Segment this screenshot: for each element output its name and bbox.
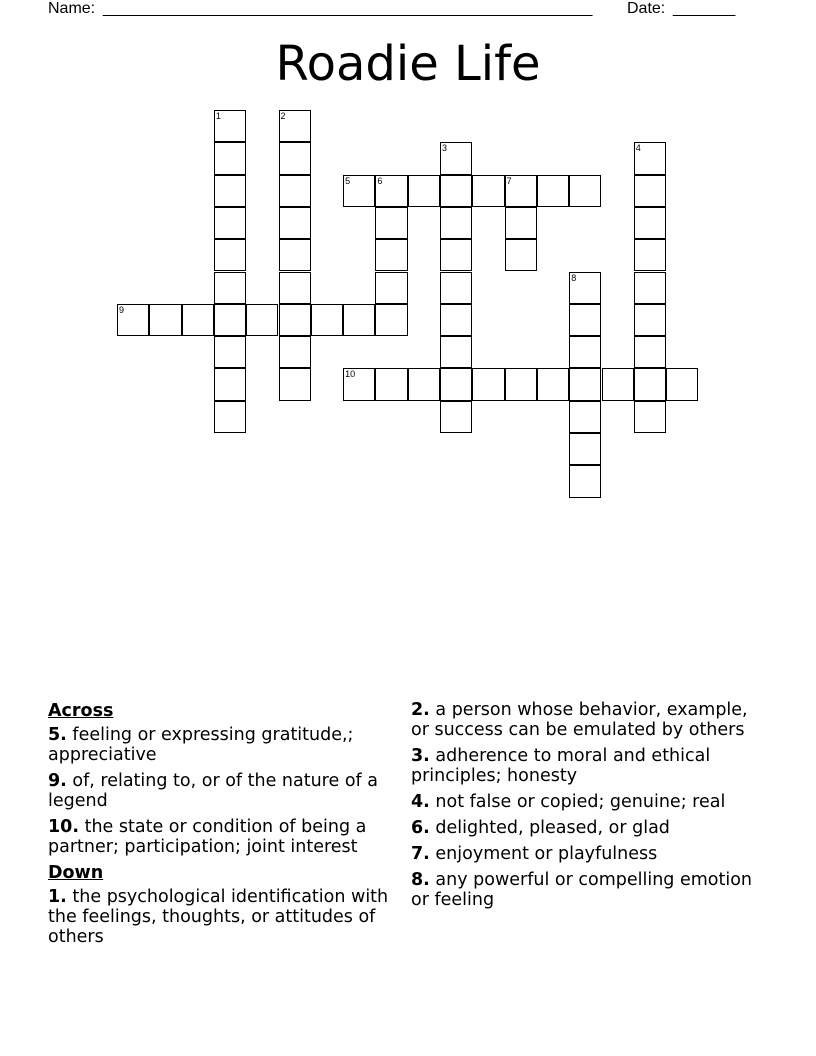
grid-cell[interactable] <box>472 175 504 207</box>
clue-down-3 <box>411 746 761 786</box>
clue-text: of, relating to, or of the nature of a legend <box>48 771 378 811</box>
clue-text: any powerful or compelling emotion or feeling <box>411 870 753 910</box>
grid-cell[interactable] <box>279 272 311 304</box>
grid-cell[interactable] <box>375 272 407 304</box>
grid-cell[interactable] <box>569 465 601 497</box>
clue-down-4 <box>411 792 761 812</box>
crossword-grid <box>0 0 816 520</box>
grid-cell[interactable] <box>375 304 407 336</box>
clue-number: 7. <box>411 844 430 864</box>
grid-cell[interactable] <box>440 401 472 433</box>
clue-number: 10. <box>48 817 80 837</box>
grid-cell[interactable] <box>214 142 246 174</box>
grid-cell[interactable] <box>279 304 311 336</box>
grid-cell[interactable] <box>279 142 311 174</box>
clue-number: 3. <box>411 746 430 766</box>
grid-cell[interactable] <box>602 368 634 400</box>
clues-right-column <box>411 700 761 916</box>
grid-cell[interactable] <box>440 272 472 304</box>
grid-cell[interactable] <box>214 368 246 400</box>
grid-cell[interactable] <box>214 272 246 304</box>
clue-down-7 <box>411 844 761 864</box>
clue-text: feeling or expressing gratitude,; appreciative <box>48 725 354 765</box>
grid-cell[interactable] <box>408 368 440 400</box>
clue-text: adherence to moral and ethical principles; honesty <box>411 746 711 786</box>
across-heading: Across <box>48 701 114 721</box>
grid-cell[interactable] <box>214 110 246 142</box>
clue-text: delighted, pleased, or glad <box>435 818 670 838</box>
grid-cell[interactable] <box>279 207 311 239</box>
date-field[interactable]: _______ <box>673 0 736 17</box>
grid-cell[interactable] <box>505 207 537 239</box>
grid-cell[interactable] <box>246 304 278 336</box>
grid-cell[interactable] <box>634 272 666 304</box>
grid-cell[interactable] <box>117 304 149 336</box>
grid-cell[interactable] <box>279 175 311 207</box>
grid-cell[interactable] <box>634 368 666 400</box>
clue-down-2 <box>411 700 761 740</box>
grid-cell[interactable] <box>408 175 440 207</box>
grid-cell[interactable] <box>214 239 246 271</box>
grid-cell[interactable] <box>537 368 569 400</box>
cell-number: 6 <box>377 175 383 186</box>
clue-down-8 <box>411 870 761 910</box>
grid-cell[interactable] <box>634 207 666 239</box>
grid-cell[interactable] <box>214 175 246 207</box>
clue-across-10 <box>48 817 393 857</box>
grid-cell[interactable] <box>279 368 311 400</box>
cell-number: 8 <box>571 272 577 283</box>
clue-number: 9. <box>48 771 67 791</box>
grid-cell[interactable] <box>569 401 601 433</box>
cell-number: 4 <box>635 143 641 154</box>
grid-cell[interactable] <box>279 239 311 271</box>
grid-cell[interactable] <box>343 368 375 400</box>
grid-cell[interactable] <box>279 336 311 368</box>
grid-cell[interactable] <box>279 110 311 142</box>
grid-cell[interactable] <box>537 175 569 207</box>
cell-number: 7 <box>506 175 512 186</box>
grid-cell[interactable] <box>182 304 214 336</box>
grid-cell[interactable] <box>343 304 375 336</box>
grid-cell[interactable] <box>569 175 601 207</box>
cell-number: 10 <box>345 369 356 380</box>
clue-down-6 <box>411 818 761 838</box>
grid-cell[interactable] <box>214 207 246 239</box>
clue-down-1 <box>48 887 393 947</box>
grid-cell[interactable] <box>634 142 666 174</box>
grid-cell[interactable] <box>666 368 698 400</box>
clue-text: enjoyment or playfulness <box>435 844 658 864</box>
grid-cell[interactable] <box>311 304 343 336</box>
grid-cell[interactable] <box>343 175 375 207</box>
grid-cell[interactable] <box>569 304 601 336</box>
grid-cell[interactable] <box>634 239 666 271</box>
grid-cell[interactable] <box>634 175 666 207</box>
cell-number: 3 <box>442 143 448 154</box>
grid-cell[interactable] <box>634 401 666 433</box>
grid-cell[interactable] <box>375 207 407 239</box>
grid-cell[interactable] <box>214 401 246 433</box>
clues-left-column <box>48 700 393 953</box>
cell-number: 2 <box>280 111 286 121</box>
down-heading: Down <box>48 863 104 883</box>
grid-cell[interactable] <box>214 304 246 336</box>
grid-cell[interactable] <box>214 336 246 368</box>
clue-text: the psychological identification with the feelings, thoughts, or attitudes of others <box>48 887 389 947</box>
clue-number: 8. <box>411 870 430 890</box>
grid-cell[interactable] <box>440 304 472 336</box>
name-label: Name: <box>48 0 96 17</box>
grid-cell[interactable] <box>375 368 407 400</box>
clue-number: 2. <box>411 700 430 720</box>
cell-number: 9 <box>119 304 125 315</box>
grid-cell[interactable] <box>375 175 407 207</box>
grid-cell[interactable] <box>149 304 181 336</box>
date-label: Date: <box>627 0 666 17</box>
grid-cell[interactable] <box>440 336 472 368</box>
clue-text: not false or copied; genuine; real <box>435 792 726 812</box>
grid-cell[interactable] <box>505 239 537 271</box>
grid-cell[interactable] <box>569 368 601 400</box>
clue-number: 5. <box>48 725 67 745</box>
clue-number: 6. <box>411 818 430 838</box>
grid-cell[interactable] <box>440 239 472 271</box>
grid-cell[interactable] <box>634 336 666 368</box>
grid-cell[interactable] <box>569 433 601 465</box>
clue-number: 4. <box>411 792 430 812</box>
grid-cell[interactable] <box>472 368 504 400</box>
grid-cell[interactable] <box>440 175 472 207</box>
grid-cell[interactable] <box>569 272 601 304</box>
grid-cell[interactable] <box>634 304 666 336</box>
grid-cell[interactable] <box>440 207 472 239</box>
grid-cell[interactable] <box>440 368 472 400</box>
cell-number: 1 <box>215 111 221 121</box>
grid-cell[interactable] <box>505 368 537 400</box>
grid-cell[interactable] <box>505 175 537 207</box>
grid-cell[interactable] <box>440 142 472 174</box>
grid-cell[interactable] <box>375 239 407 271</box>
cell-number: 5 <box>345 175 351 186</box>
clue-across-5 <box>48 725 393 765</box>
clue-number: 1. <box>48 887 67 907</box>
grid-cell[interactable] <box>569 336 601 368</box>
clue-across-9 <box>48 771 393 811</box>
puzzle-title: Roadie Life <box>275 36 541 92</box>
clue-text: the state or condition of being a partner; participation; joint interest <box>48 817 367 857</box>
name-field[interactable]: _______________________________________________________ <box>103 0 593 17</box>
clue-text: a person whose behavior, example, or success can be emulated by others <box>411 700 748 740</box>
